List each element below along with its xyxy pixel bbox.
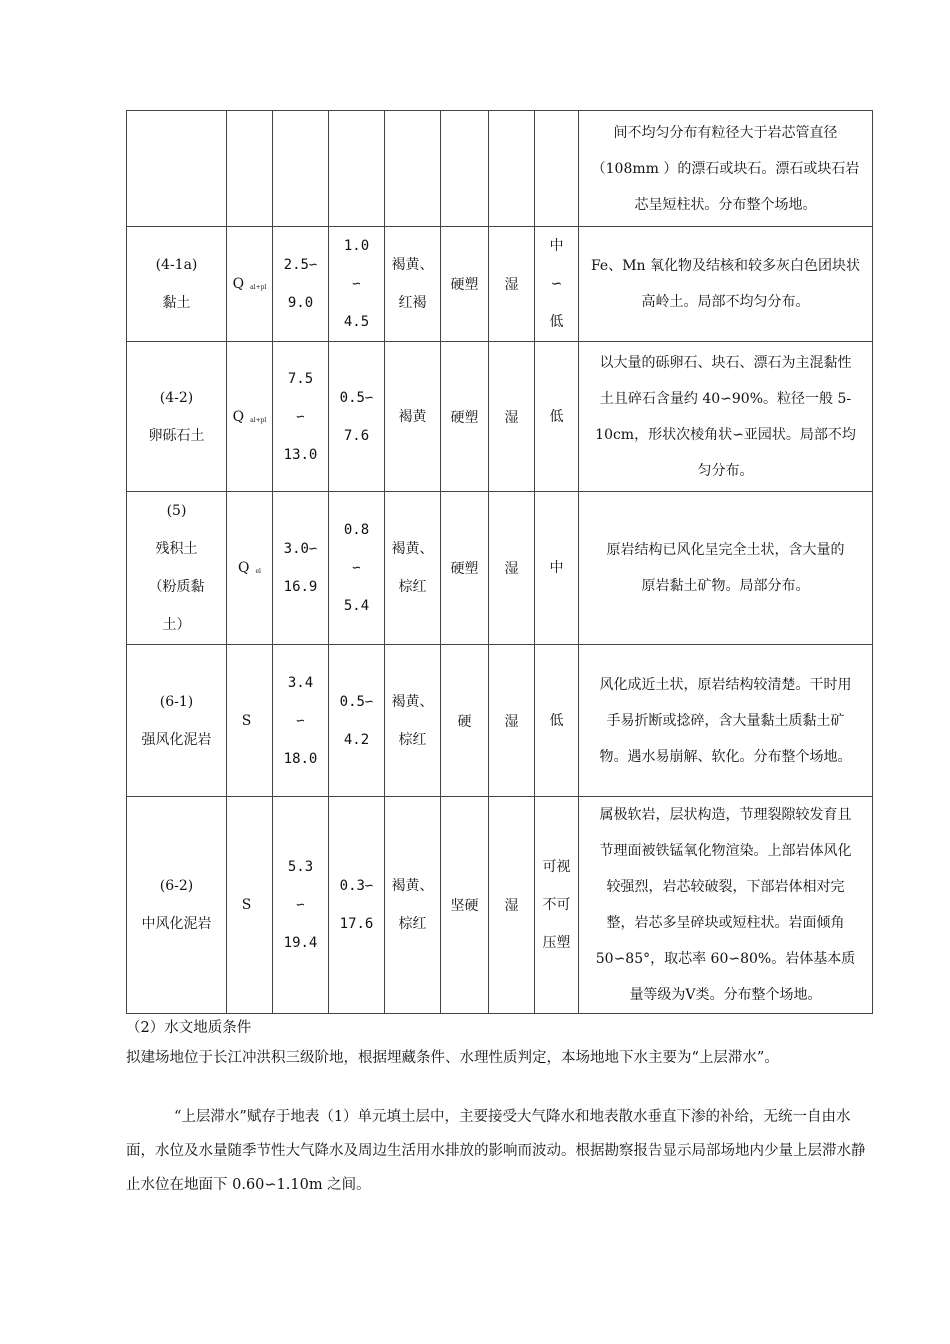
thickness-cell: 3.4 ∽ 18.0 [273, 645, 329, 797]
depth-cell: 0.5∽ 7.6 [329, 342, 385, 492]
paragraph-1: 拟建场地位于长江冲洪积三级阶地，根据埋藏条件、水理性质判定，本场地地下水主要为“上层滞水”。 [126, 1050, 779, 1066]
compressibility-cell: 低 [535, 645, 579, 797]
geologic-age-cell: S [227, 645, 273, 797]
depth-cell: 1.0 ∽ 4.5 [329, 227, 385, 342]
color-cell [385, 111, 441, 227]
geologic-age-cell: Q $_{el}$ [227, 492, 273, 645]
state-cell: 硬塑 [441, 227, 489, 342]
layer-name-cell: (6-2) 中风化泥岩 [127, 797, 227, 1014]
color-cell: 褐黄、 棕红 [385, 492, 441, 645]
compressibility-cell: 中 ∽ 低 [535, 227, 579, 342]
state-cell: 硬塑 [441, 342, 489, 492]
state-cell: 硬塑 [441, 492, 489, 645]
geologic-age-cell: Q $_{al+pl}$ [227, 227, 273, 342]
geologic-age-cell: Q $_{al+pl}$ [227, 342, 273, 492]
compressibility-cell: 可视 不可 压塑 [535, 797, 579, 1014]
thickness-cell: 3.0∽ 16.9 [273, 492, 329, 645]
depth-cell: 0.5∽ 4.2 [329, 645, 385, 797]
humidity-cell [489, 111, 535, 227]
color-cell: 褐黄、 棕红 [385, 797, 441, 1014]
layer-name-cell: (6-1) 强风化泥岩 [127, 645, 227, 797]
table-row [127, 342, 873, 492]
compressibility-cell: 低 [535, 342, 579, 492]
description-cell: 间不均匀分布有粒径大于岩芯管直径 （108mm ）的漂石或块石。漂石或块石岩 芯呈短柱状。分布整个场地。 [579, 111, 873, 227]
table-row [127, 645, 873, 797]
layer-name-cell: (4-2) 卵砾石土 [127, 342, 227, 492]
description-cell: 属极软岩，层状构造，节理裂隙较发育且 节理面被铁锰氧化物渲染。上部岩体风化 较强烈，岩芯较破裂，下部岩体相对完 整，岩芯多呈碎块或短柱状。岩面倾角 50∽85°，取芯率 60∽80%。岩体基本质 量等级为Ⅴ类。分布整个场地。 [579, 797, 873, 1014]
table-row [127, 492, 873, 645]
thickness-cell: 2.5∽ 9.0 [273, 227, 329, 342]
color-cell: 褐黄、 棕红 [385, 645, 441, 797]
section-title: （2）水文地质条件 [126, 1020, 252, 1036]
table-row [127, 797, 873, 1014]
color-cell: 褐黄 [385, 342, 441, 492]
geologic-age-cell [227, 111, 273, 227]
geologic-age-cell: S [227, 797, 273, 1014]
description-cell: 原岩结构已风化呈完全土状，含大量的 原岩黏土矿物。局部分布。 [579, 492, 873, 645]
humidity-cell: 湿 [489, 227, 535, 342]
layer-name-cell: (4-1a) 黏土 [127, 227, 227, 342]
table-row [127, 227, 873, 342]
humidity-cell: 湿 [489, 645, 535, 797]
layer-name-cell [127, 111, 227, 227]
humidity-cell: 湿 [489, 492, 535, 645]
paragraph-2: “上层滞水”赋存于地表（1）单元填土层中，主要接受大气降水和地表散水垂直下渗的补给，无统一自由水面，水位及水量随季节性大气降水及周边生活用水排放的影响而波动。根据勘察报告显示局部场地内少量上层滞水静止水位在地面下 0.60∽1.10m 之间。 [126, 1109, 866, 1193]
compressibility-cell: 中 [535, 492, 579, 645]
color-cell: 褐黄、 红褐 [385, 227, 441, 342]
thickness-cell: 7.5 ∽ 13.0 [273, 342, 329, 492]
description-cell: 以大量的砾卵石、块石、漂石为主混黏性 土且碎石含量约 40∽90%。粒径一般 5- 10cm，形状次棱角状∽亚园状。局部不均 匀分布。 [579, 342, 873, 492]
layer-name-cell: (5) 残积土 （粉质黏 土） [127, 492, 227, 645]
state-cell [441, 111, 489, 227]
humidity-cell: 湿 [489, 797, 535, 1014]
table-row [127, 111, 873, 227]
table-body [127, 111, 873, 1014]
thickness-cell: 5.3 ∽ 19.4 [273, 797, 329, 1014]
description-cell: Fe、Mn 氧化物及结核和较多灰白色团块状 高岭土。局部不均匀分布。 [579, 227, 873, 342]
soil-layer-table [126, 110, 873, 1014]
state-cell: 硬 [441, 645, 489, 797]
state-cell: 坚硬 [441, 797, 489, 1014]
compressibility-cell [535, 111, 579, 227]
depth-cell: 0.8 ∽ 5.4 [329, 492, 385, 645]
depth-cell: 0.3∽ 17.6 [329, 797, 385, 1014]
humidity-cell: 湿 [489, 342, 535, 492]
thickness-cell [273, 111, 329, 227]
depth-cell [329, 111, 385, 227]
description-cell: 风化成近土状，原岩结构较清楚。干时用 手易折断或捻碎，含大量黏土质黏土矿 物。遇水易崩解、软化。分布整个场地。 [579, 645, 873, 797]
